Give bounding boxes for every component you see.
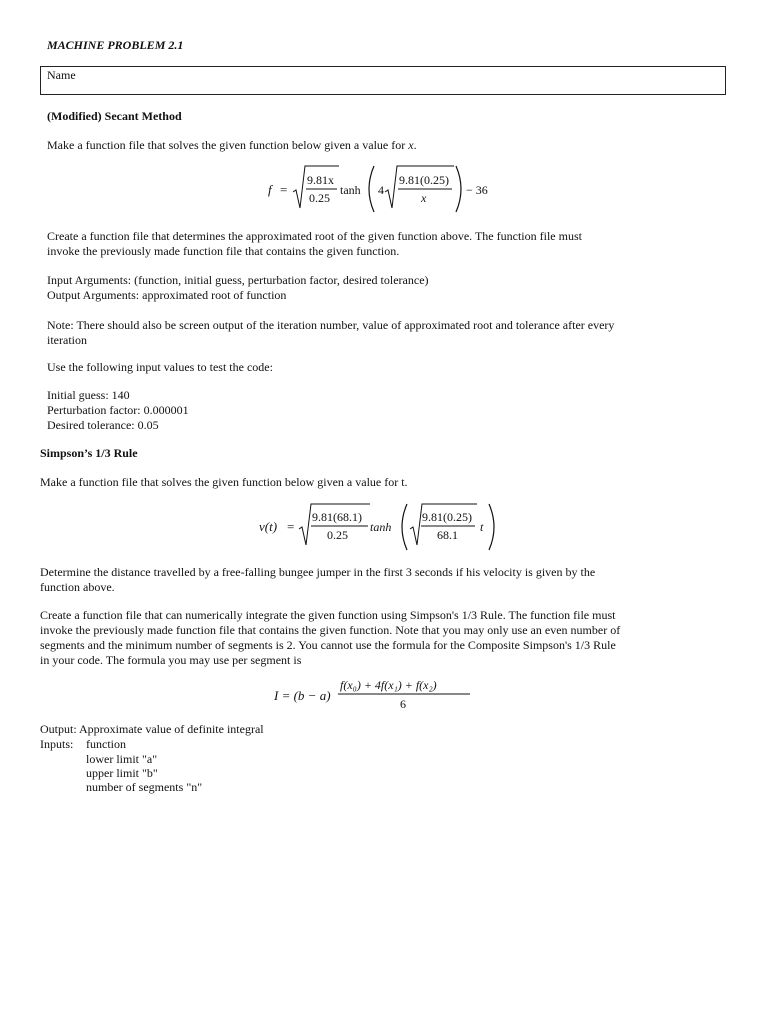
- initial-guess: Initial guess: 140: [47, 388, 130, 402]
- svg-text:v(t): v(t): [259, 519, 278, 534]
- simpson-paragraph2-line3: segments and the minimum number of segments is 2. You cannot use the formula for the Composite Simpson's 1/3 Rule: [40, 638, 616, 652]
- input-item: function: [86, 737, 126, 751]
- secant-equation: [262, 160, 502, 224]
- svg-text:f: f: [268, 182, 272, 197]
- simpson-paragraph1-line2: function above.: [40, 580, 115, 594]
- simpson-segment-formula: [268, 675, 478, 719]
- simpson-heading: Simpson’s 1/3 Rule: [40, 446, 138, 460]
- secant-paragraph-line1: Create a function file that determines the approximated root of the given function above. The function file must: [47, 229, 582, 243]
- svg-text:68.1: 68.1: [437, 528, 458, 542]
- note-line1: Note: There should also be screen output of the iteration number, value of approximated root and tolerance after every: [47, 318, 615, 332]
- simpson-paragraph1-line1: Determine the distance travelled by a free-falling bungee jumper in the first 3 seconds if his velocity is given by the: [40, 565, 596, 579]
- svg-text:x: x: [421, 191, 427, 205]
- svg-text:9.81(68.1): 9.81(68.1): [312, 510, 362, 524]
- svg-text:0.25: 0.25: [327, 528, 348, 542]
- svg-text:tanh: tanh: [370, 520, 392, 534]
- svg-text:f(x₀) + 4f(x₁) + f(x₂): f(x₀) + 4f(x₁) + f(x₂): [340, 678, 437, 692]
- inputs-label: Inputs:: [40, 737, 74, 751]
- svg-text:4: 4: [378, 183, 384, 197]
- svg-text:tanh: tanh: [340, 183, 361, 197]
- simpson-velocity-equation: [255, 498, 505, 562]
- secant-paragraph-line2: invoke the previously made function file that contains the given function.: [47, 244, 400, 258]
- output-arguments: Output Arguments: approximated root of function: [47, 288, 287, 302]
- input-arguments: Input Arguments: (function, initial guess, perturbation factor, desired tolerance): [47, 273, 429, 287]
- svg-text:− 36: − 36: [466, 183, 488, 197]
- svg-text:9.81(0.25): 9.81(0.25): [422, 510, 472, 524]
- simpson-paragraph2-line4: in your code. The formula you may use per segment is: [40, 653, 302, 667]
- simpson-paragraph2-line2: invoke the previously made function file that contains the given function. Note that you may only use an even number of: [40, 623, 621, 637]
- name-field-box[interactable]: [40, 66, 726, 95]
- desired-tolerance: Desired tolerance: 0.05: [47, 418, 159, 432]
- svg-text:0.25: 0.25: [309, 191, 330, 205]
- svg-text:t: t: [480, 520, 484, 534]
- svg-text:=: =: [280, 182, 288, 197]
- input-item: upper limit "b": [86, 766, 158, 780]
- secant-intro: Make a function file that solves the given function below given a value for x.: [47, 138, 417, 152]
- svg-text:9.81(0.25): 9.81(0.25): [399, 173, 449, 187]
- name-label: Name: [47, 68, 76, 82]
- simpson-paragraph2-line1: Create a function file that can numerically integrate the given function using Simpson's 1/3 Rule. The function file must: [40, 608, 616, 622]
- test-intro: Use the following input values to test the code:: [47, 360, 273, 374]
- secant-heading: (Modified) Secant Method: [47, 109, 182, 123]
- simpson-intro: Make a function file that solves the given function below given a value for t.: [40, 475, 408, 489]
- svg-text:=: =: [287, 519, 295, 534]
- svg-text:I = (b − a): I = (b − a): [274, 688, 331, 703]
- input-item: lower limit "a": [86, 752, 158, 766]
- svg-text:6: 6: [400, 697, 406, 711]
- input-item: number of segments "n": [86, 780, 203, 794]
- simpson-output: Output: Approximate value of definite integral: [40, 722, 264, 736]
- svg-text:9.81x: 9.81x: [307, 173, 334, 187]
- note-line2: iteration: [47, 333, 87, 347]
- page-title: MACHINE PROBLEM 2.1: [47, 38, 184, 52]
- perturbation-factor: Perturbation factor: 0.000001: [47, 403, 189, 417]
